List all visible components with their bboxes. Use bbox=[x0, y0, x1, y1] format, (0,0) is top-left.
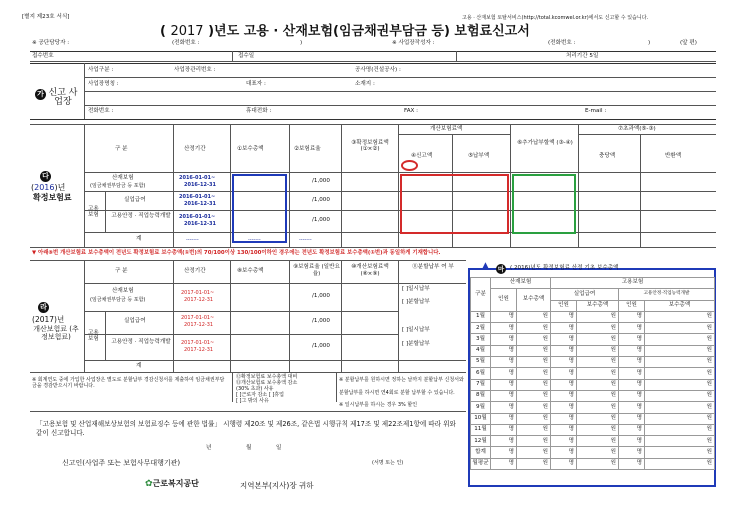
ma-unemp-workers-cell[interactable]: 명 bbox=[551, 323, 577, 334]
ra-lump-2[interactable]: [ ]일시납부 bbox=[402, 327, 430, 333]
notice-text: ▼ 아래⑧번 개산보험료 보수총액이 전년도 확정보험료 보수총액(①번)의 70/100이상 130/100이하인 경우에는 전년도 확정보험료 보수총액(①번)과 동일하게 기재합니다. bbox=[32, 250, 441, 256]
da-total-label: 계 bbox=[136, 236, 142, 242]
ma-stab-wage-cell[interactable]: 원 bbox=[645, 424, 715, 435]
section-ra-year-value[interactable]: 2017 bbox=[34, 315, 55, 324]
ma-month-label: 2월 bbox=[471, 323, 491, 334]
da-row-stability-end: 2016-12-31 bbox=[184, 221, 216, 227]
ma-sanjae-wage-cell[interactable]: 원 bbox=[517, 424, 551, 435]
ra-split-2[interactable]: [ ]분할납부 bbox=[402, 341, 430, 347]
ma-unemp-wage-cell[interactable]: 원 bbox=[577, 436, 619, 447]
writer-phone-label: (전화번호 : bbox=[548, 40, 576, 46]
da-header-period: 산정기간 bbox=[184, 146, 206, 152]
ma-sanjae-wage-cell[interactable]: 원 bbox=[517, 458, 551, 469]
ra-total-label: 계 bbox=[136, 363, 142, 369]
da-header-wage: ①보수총액 bbox=[237, 146, 264, 152]
writer-label: ※ 사업장작성자 : bbox=[392, 40, 435, 46]
ma-sanjae-wage-cell[interactable]: 원 bbox=[517, 447, 551, 458]
ma-sanjae-workers-cell[interactable]: 명 bbox=[491, 345, 517, 356]
ma-month-row bbox=[471, 345, 715, 356]
ma-month-row bbox=[471, 390, 715, 401]
ma-unemp-workers-cell[interactable]: 명 bbox=[551, 357, 577, 368]
ma-sanjae-wage-cell[interactable]: 원 bbox=[517, 436, 551, 447]
ma-stab-workers-cell[interactable]: 명 bbox=[619, 424, 645, 435]
reported-circle-mark bbox=[401, 160, 418, 171]
ra-row-sanjae-start: 2017-01-01~ bbox=[181, 290, 215, 296]
date-year-label[interactable]: 년 bbox=[206, 445, 212, 451]
ma-month-row bbox=[471, 436, 715, 447]
declaration-text: 「고용보험 및 산업재해보상보험의 보험료징수 등에 관한 법률」 시행령 제20조 및 제26조, 같은법 시행규칙 제17조 및 제22조제1항에 따라 위와 같이 신고합니다. bbox=[36, 420, 456, 437]
ma-stab-workers-cell[interactable]: 명 bbox=[619, 402, 645, 413]
ma-sanjae-workers-cell[interactable]: 명 bbox=[491, 379, 517, 390]
ma-stab-workers-cell[interactable]: 명 bbox=[619, 447, 645, 458]
date-day-label[interactable]: 일 bbox=[276, 445, 282, 451]
da-header-excess-group: ⑦초과액(⑤-③) bbox=[618, 126, 656, 132]
note-left: ※ 회계연도 중에 가입한 사업장은 별도로 분할납부 경감신청서를 제출하여 임금채권부담금을 경감받으시기 바랍니다. bbox=[32, 377, 225, 390]
ma-unemp-wage-cell[interactable]: 원 bbox=[577, 323, 619, 334]
ma-sanjae-workers-cell[interactable]: 명 bbox=[491, 390, 517, 401]
ma-unemp-workers-cell[interactable]: 명 bbox=[551, 402, 577, 413]
monthly-wage-table bbox=[470, 277, 715, 470]
ma-header-stab-workers: 인원 bbox=[619, 300, 645, 311]
ma-month-row bbox=[471, 447, 715, 458]
ma-unemp-wage-cell[interactable]: 원 bbox=[577, 390, 619, 401]
ma-month-row bbox=[471, 334, 715, 345]
ma-stab-workers-cell[interactable]: 명 bbox=[619, 334, 645, 345]
da-row-unemployment-start: 2016-01-01~ bbox=[179, 194, 216, 200]
service-note: 고용 · 산재보험 토탈서비스(http://total.kcomwel.or.kr)에서도 신고할 수 있습니다. bbox=[462, 15, 649, 21]
ma-month-label: 9월 bbox=[471, 402, 491, 413]
section-ra-badge: 라 bbox=[38, 302, 49, 313]
ma-stab-wage-cell[interactable]: 원 bbox=[645, 447, 715, 458]
staff-phone-label: (전화번호 : bbox=[172, 40, 200, 46]
note-mid-4[interactable]: [ ]근로자 감소 [ ]휴업 bbox=[236, 392, 284, 398]
ma-stab-wage-cell[interactable]: 원 bbox=[645, 311, 715, 322]
section-ma-badge: 마 bbox=[497, 265, 505, 273]
writer-phone-close: ) bbox=[648, 40, 651, 46]
ma-month-label: 5월 bbox=[471, 357, 491, 368]
ma-sanjae-workers-cell[interactable]: 명 bbox=[491, 357, 517, 368]
form-number: [별지 제23호 서식] bbox=[22, 14, 70, 20]
receipt-date-label: 접수일 bbox=[238, 53, 255, 59]
triangle-marker-icon: ▲ bbox=[482, 261, 489, 271]
da-row-sanjae-rate: /1,000 bbox=[312, 178, 330, 184]
ma-sanjae-wage-cell[interactable]: 원 bbox=[517, 390, 551, 401]
ra-header-estimated: ⑩개산보험료액 (⑧×⑨) bbox=[351, 264, 389, 277]
ma-sanjae-workers-cell[interactable]: 명 bbox=[491, 323, 517, 334]
ma-sanjae-wage-cell[interactable]: 원 bbox=[517, 357, 551, 368]
da-row-stability-name: 고용안정 · 직업능력개발 bbox=[111, 213, 171, 219]
ra-header-wage: ⑧보수총액 bbox=[237, 268, 264, 274]
ma-stab-workers-cell[interactable]: 명 bbox=[619, 345, 645, 356]
field-fax[interactable]: FAX : bbox=[404, 108, 419, 114]
da-row-sanjae-sub: (임금채권부담금 등 포함) bbox=[90, 183, 146, 189]
ma-unemp-workers-cell[interactable]: 명 bbox=[551, 447, 577, 458]
ra-split-1[interactable]: [ ]분할납부 bbox=[402, 299, 430, 305]
processing-period: 처리기간 5일 bbox=[566, 53, 599, 59]
ma-sanjae-workers-cell[interactable]: 명 bbox=[491, 436, 517, 447]
ma-unemp-workers-cell[interactable]: 명 bbox=[551, 458, 577, 469]
ma-month-label: 12월 bbox=[471, 436, 491, 447]
section-ra-year: (2017)년 bbox=[32, 315, 65, 324]
field-biz-type[interactable]: 사업구분 : bbox=[88, 67, 114, 73]
ra-header-gubun: 구 분 bbox=[115, 268, 128, 274]
ma-unemp-wage-cell[interactable]: 원 bbox=[577, 402, 619, 413]
da-row-stability-start: 2016-01-01~ bbox=[179, 214, 216, 220]
section-da-year-value[interactable]: 2016 bbox=[34, 183, 55, 192]
da-header-rate: ②보험료율 bbox=[294, 146, 321, 152]
field-representative[interactable]: 대표자 : bbox=[246, 81, 266, 87]
da-row-stability-rate: /1,000 bbox=[312, 217, 330, 223]
ma-stab-wage-cell[interactable]: 원 bbox=[645, 413, 715, 424]
ma-month-label: 3월 bbox=[471, 334, 491, 345]
ma-stab-wage-cell[interactable]: 원 bbox=[645, 323, 715, 334]
ra-row-stability-start: 2017-01-01~ bbox=[181, 340, 215, 346]
ra-employment-label: 고용 보험 bbox=[88, 330, 99, 343]
ma-sanjae-workers-cell[interactable]: 명 bbox=[491, 311, 517, 322]
da-row-unemployment-name: 실업급여 bbox=[124, 197, 146, 203]
ma-month-row bbox=[471, 323, 715, 334]
ra-row-sanjae-name: 산재보험 bbox=[112, 288, 134, 294]
ma-stab-workers-cell[interactable]: 명 bbox=[619, 458, 645, 469]
ma-unemp-wage-cell[interactable]: 원 bbox=[577, 447, 619, 458]
da-header-reported: ④신고액 bbox=[411, 153, 433, 159]
ma-sanjae-wage-cell[interactable]: 원 bbox=[517, 368, 551, 379]
ma-stab-workers-cell[interactable]: 명 bbox=[619, 390, 645, 401]
ma-month-row bbox=[471, 458, 715, 469]
extra-highlight-box bbox=[512, 174, 576, 234]
ra-lump-1[interactable]: [ ]일시납부 bbox=[402, 286, 430, 292]
section-da-label: 확정보험료 bbox=[33, 193, 72, 202]
ma-header-stability: 고용안정·직업능력개발 bbox=[619, 289, 715, 300]
ma-month-row bbox=[471, 424, 715, 435]
field-email[interactable]: E-mail : bbox=[585, 108, 607, 114]
section-ma-title: ( 2016)년도 확정보험료 산정 기초 보수총액 bbox=[510, 265, 619, 271]
ma-month-label: 4월 bbox=[471, 345, 491, 356]
ra-row-unemployment-start: 2017-01-01~ bbox=[181, 315, 215, 321]
sign-note: (서명 또는 인) bbox=[372, 460, 404, 466]
da-total-wage-dash: ------- bbox=[248, 237, 261, 243]
ra-row-stability-rate: /1,000 bbox=[312, 343, 330, 349]
date-month-label[interactable]: 월 bbox=[246, 445, 252, 451]
ma-month-row bbox=[471, 311, 715, 322]
da-header-confirmed: ③확정보험료액 (①×②) bbox=[351, 140, 389, 153]
ma-unemp-wage-cell[interactable]: 원 bbox=[577, 368, 619, 379]
note-right-3: ※ 일시납부를 하시는 경우 3% 할인 bbox=[339, 402, 418, 408]
ma-sanjae-workers-cell[interactable]: 명 bbox=[491, 402, 517, 413]
ma-stab-wage-cell[interactable]: 원 bbox=[645, 368, 715, 379]
ma-month-label: 10월 bbox=[471, 413, 491, 424]
ma-header-stab-wage: 보수총액 bbox=[645, 300, 715, 311]
ma-stab-wage-cell[interactable]: 원 bbox=[645, 458, 715, 469]
paid-highlight-box bbox=[400, 174, 509, 234]
ma-stab-wage-cell[interactable]: 원 bbox=[645, 334, 715, 345]
note-mid-1: ⑫확정보험료 보수총액 대비 bbox=[236, 374, 298, 380]
ma-unemp-workers-cell[interactable]: 명 bbox=[551, 390, 577, 401]
ma-sanjae-wage-cell[interactable]: 원 bbox=[517, 311, 551, 322]
ma-header-unemp-wage: 보수총액 bbox=[577, 300, 619, 311]
ma-month-row bbox=[471, 357, 715, 368]
ma-header-employment: 고용보험 bbox=[551, 278, 715, 289]
wage-highlight-box bbox=[232, 174, 287, 243]
ra-row-unemployment-rate: /1,000 bbox=[312, 318, 330, 324]
ra-header-rate: ⑨보험료율 (일반요율) bbox=[293, 264, 340, 277]
da-header-gubun: 구 분 bbox=[115, 146, 128, 152]
ma-unemp-workers-cell[interactable]: 명 bbox=[551, 413, 577, 424]
ra-header-period: 산정기간 bbox=[184, 268, 206, 274]
ma-month-row bbox=[471, 402, 715, 413]
note-right-2: 분할납부를 하시면 연4회로 분할 납부할 수 있습니다. bbox=[339, 390, 455, 396]
note-mid-5[interactable]: [ ]그 밖의 사유 bbox=[236, 398, 269, 404]
ra-row-sanjae-end: 2017-12-31 bbox=[184, 297, 214, 303]
da-row-sanjae-start: 2016-01-01~ bbox=[179, 175, 216, 181]
da-total-period-dash: ------- bbox=[186, 237, 199, 243]
da-row-sanjae-name: 산재보험 bbox=[112, 175, 134, 181]
ma-sanjae-workers-cell[interactable]: 명 bbox=[491, 424, 517, 435]
agency-logo: ✿근로복지공단 bbox=[145, 479, 199, 489]
ma-unemp-wage-cell[interactable]: 원 bbox=[577, 458, 619, 469]
ma-unemp-wage-cell[interactable]: 원 bbox=[577, 413, 619, 424]
ma-stab-workers-cell[interactable]: 명 bbox=[619, 436, 645, 447]
page-side-label: (앞 편) bbox=[680, 40, 697, 46]
ra-row-unemployment-end: 2017-12-31 bbox=[184, 322, 214, 328]
field-mobile[interactable]: 휴대전화 : bbox=[246, 108, 272, 114]
section-ma-year[interactable]: 2016 bbox=[513, 265, 529, 271]
section-ga-label: 신고 사업장 bbox=[48, 88, 78, 108]
ma-stab-wage-cell[interactable]: 원 bbox=[645, 345, 715, 356]
ra-row-sanjae-rate: /1,000 bbox=[312, 293, 330, 299]
ma-sanjae-workers-cell[interactable]: 명 bbox=[491, 458, 517, 469]
ma-month-row bbox=[471, 413, 715, 424]
ma-unemp-workers-cell[interactable]: 명 bbox=[551, 368, 577, 379]
page-title: ( 2017 )년도 고용 · 산재보험(임금채권부담금 등) 보험료신고서 bbox=[160, 24, 530, 39]
ma-unemp-workers-cell[interactable]: 명 bbox=[551, 334, 577, 345]
ra-row-stability-name: 고용안정 · 직업능력개발 bbox=[111, 339, 171, 345]
ma-header-sanjae-wage: 보수총액 bbox=[517, 289, 551, 312]
ma-month-row bbox=[471, 368, 715, 379]
ma-unemp-wage-cell[interactable]: 원 bbox=[577, 379, 619, 390]
da-header-paid: ⑤납부액 bbox=[468, 153, 490, 159]
ma-stab-wage-cell[interactable]: 원 bbox=[645, 402, 715, 413]
ma-unemp-wage-cell[interactable]: 원 bbox=[577, 311, 619, 322]
ma-stab-wage-cell[interactable]: 원 bbox=[645, 436, 715, 447]
ma-stab-wage-cell[interactable]: 원 bbox=[645, 390, 715, 401]
da-row-unemployment-end: 2016-12-31 bbox=[184, 201, 216, 207]
ma-month-label: 합계 bbox=[471, 447, 491, 458]
ma-stab-workers-cell[interactable]: 명 bbox=[619, 323, 645, 334]
note-right-1: ※ 분할납부를 원하시면 정하는 날까지 분할납부 신청서와 bbox=[339, 377, 464, 383]
ma-unemp-wage-cell[interactable]: 원 bbox=[577, 334, 619, 345]
ma-sanjae-wage-cell[interactable]: 원 bbox=[517, 323, 551, 334]
ma-unemp-workers-cell[interactable]: 명 bbox=[551, 345, 577, 356]
ma-sanjae-workers-cell[interactable]: 명 bbox=[491, 413, 517, 424]
ma-month-label: 7월 bbox=[471, 379, 491, 390]
note-mid-3: (30% 초과) 사유 bbox=[236, 386, 274, 392]
ma-stab-wage-cell[interactable]: 원 bbox=[645, 379, 715, 390]
ma-header-gubun: 구분 bbox=[471, 278, 491, 312]
ma-sanjae-workers-cell[interactable]: 명 bbox=[491, 447, 517, 458]
da-row-sanjae-end: 2016-12-31 bbox=[184, 182, 216, 188]
staff-label: ※ 공단담당자 : bbox=[32, 40, 70, 46]
ma-month-label: 6월 bbox=[471, 368, 491, 379]
ma-sanjae-wage-cell[interactable]: 원 bbox=[517, 345, 551, 356]
da-employment-label: 고용 보험 bbox=[88, 206, 99, 219]
ma-stab-workers-cell[interactable]: 명 bbox=[619, 413, 645, 424]
ma-sanjae-wage-cell[interactable]: 원 bbox=[517, 413, 551, 424]
note-mid-2: ⑬개산보험료 보수총액 감소 bbox=[236, 380, 298, 386]
ma-sanjae-workers-cell[interactable]: 명 bbox=[491, 368, 517, 379]
ma-header-sanjae: 산재보험 bbox=[491, 278, 551, 289]
section-ra-label: 개산보험료 (추정보험료) bbox=[33, 325, 79, 341]
da-row-unemployment-rate: /1,000 bbox=[312, 197, 330, 203]
field-tel[interactable]: 전화번호 : bbox=[88, 108, 114, 114]
ma-unemp-wage-cell[interactable]: 원 bbox=[577, 424, 619, 435]
ma-month-label: 8월 bbox=[471, 390, 491, 401]
ma-unemp-workers-cell[interactable]: 명 bbox=[551, 424, 577, 435]
ra-row-sanjae-sub: (임금채권부담금 등 포함) bbox=[90, 297, 146, 303]
ma-stab-workers-cell[interactable]: 명 bbox=[619, 379, 645, 390]
ma-header-sanjae-workers: 인원 bbox=[491, 289, 517, 312]
ma-month-label: 11월 bbox=[471, 424, 491, 435]
ma-stab-workers-cell[interactable]: 명 bbox=[619, 311, 645, 322]
signer-label: 신고인(사업주 또는 보험사무대행기관) bbox=[62, 459, 181, 467]
ma-header-unemployment: 실업급여 bbox=[551, 289, 619, 300]
section-da-badge: 다 bbox=[40, 171, 51, 182]
ma-unemp-workers-cell[interactable]: 명 bbox=[551, 436, 577, 447]
title-year[interactable]: 2017 bbox=[170, 24, 204, 39]
field-mgmt-no[interactable]: 사업장관리번호 : bbox=[174, 67, 216, 73]
comwel-logo-icon: ✿ bbox=[145, 479, 153, 489]
staff-phone-close: ) bbox=[300, 40, 303, 46]
da-header-paid-group: 개산보험료액 bbox=[430, 126, 463, 132]
ma-stab-workers-cell[interactable]: 명 bbox=[619, 357, 645, 368]
ma-header-unemp-workers: 인원 bbox=[551, 300, 577, 311]
ra-row-stability-end: 2017-12-31 bbox=[184, 347, 214, 353]
ra-header-installment: ⑪분할납부 여 부 bbox=[412, 264, 454, 270]
ma-unemp-workers-cell[interactable]: 명 bbox=[551, 311, 577, 322]
ma-unemp-wage-cell[interactable]: 원 bbox=[577, 357, 619, 368]
field-address[interactable]: 소재지 : bbox=[355, 81, 375, 87]
ma-sanjae-wage-cell[interactable]: 원 bbox=[517, 402, 551, 413]
ma-sanjae-workers-cell[interactable]: 명 bbox=[491, 334, 517, 345]
ma-month-label: 월평균 bbox=[471, 458, 491, 469]
section-da-year: (2016)년 bbox=[31, 183, 66, 192]
ma-sanjae-wage-cell[interactable]: 원 bbox=[517, 334, 551, 345]
field-construction[interactable]: 공사명(건설공사) : bbox=[355, 67, 401, 73]
ma-month-row bbox=[471, 379, 715, 390]
da-header-refund: 반환액 bbox=[665, 153, 682, 159]
section-ga-badge: 가 bbox=[35, 89, 46, 100]
field-biz-name[interactable]: 사업장명칭 : bbox=[88, 81, 119, 87]
agency-office: 지역본부(지사)장 귀하 bbox=[240, 481, 314, 490]
da-header-extra: ⑥추가납부할액 (③-④) bbox=[517, 140, 573, 146]
receipt-no-label: 접수번호 bbox=[32, 53, 54, 59]
ma-stab-workers-cell[interactable]: 명 bbox=[619, 368, 645, 379]
ma-stab-wage-cell[interactable]: 원 bbox=[645, 357, 715, 368]
ra-row-unemployment-name: 실업급여 bbox=[124, 318, 146, 324]
da-total-rate-dash: ------- bbox=[299, 237, 312, 243]
ma-unemp-wage-cell[interactable]: 원 bbox=[577, 345, 619, 356]
da-header-appropriation: 충당액 bbox=[599, 153, 616, 159]
ma-unemp-workers-cell[interactable]: 명 bbox=[551, 379, 577, 390]
ma-sanjae-wage-cell[interactable]: 원 bbox=[517, 379, 551, 390]
ma-month-label: 1월 bbox=[471, 311, 491, 322]
